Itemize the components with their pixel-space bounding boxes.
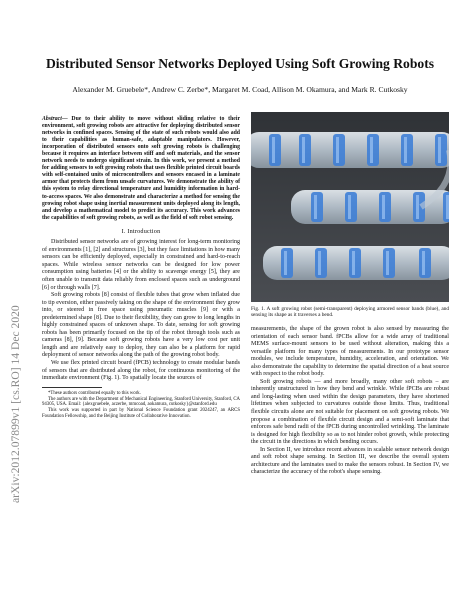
intro-paragraph-3: We use flex printed circuit board (fPCB) technology to create modular bands of sensors that are distributed along the robot, for continuous monitoring of the immediate environment (Fig. 1). To spatially locate the sources of — [42, 360, 240, 382]
sensor-band-highlight — [318, 251, 321, 275]
intro-paragraph-2: Soft growing robots [8] consist of flexible tubes that grow when inflated due to tip eversion, either passively taking on the shape of the environment they grow into, or steered in free space using pneumatic muscles [9] or with a predetermined shape [8]. Due to their flexibility, they can grow to long lengths in highly constrained spaces of unknown shape. To date, sensing for soft growing robots has been primarily focused on the tip of the robot through tools such as cameras [8], [9]. Because soft growing robots have a very low cost per unit length and are relatively easy to deploy, they can also be a platform for rapid deployment of sensor networks along the path of the growing robot body. — [42, 292, 240, 359]
right-column — [251, 326, 449, 477]
sensor-band-highlight — [314, 195, 317, 219]
footnote-equal-contribution: *These authors contributed equally to this work. — [48, 390, 141, 396]
right-paragraph-3: In Section II, we introduce recent advances in scalable sensor network design and soft robot shape sensing. In Section III, we describe the overall system architecture and the laminates used to make the sensors robust. In Section IV, we characterize the accuracy of the robot's shape sensing. — [251, 446, 449, 476]
sensor-band-highlight — [422, 251, 425, 275]
sensor-band-highlight — [272, 137, 275, 163]
footnote-rule — [42, 387, 102, 388]
arxiv-stamp-text: arXiv:2012.07899v1 [cs.RO] 14 Dec 2020 — [9, 305, 22, 503]
author-list: Alexander M. Gruebele*, Andrew C. Zerbe*, Margaret M. Coad, Allison M. Okamura, and Mark R. Cutkosky — [72, 85, 408, 94]
right-paragraph-1: measurements, the shape of the grown robot is also sensed by measuring the orientation of each sensor band. fPCBs allow for a wide array of traditional MEMS surface-mount sensors to be used without alteration, making this a versatile platform for many types of measurements. In our prototype sensor modules, we include temperature, humidity, acceleration, and orientation. We also demonstrate the capability to determine the spatial direction of a heat source with respect to the robot body. — [251, 326, 449, 378]
abstract — [42, 116, 240, 222]
figure-1-photo — [251, 112, 449, 302]
paper-title: Distributed Sensor Networks Deployed Using Soft Growing Robots — [45, 56, 435, 71]
sensor-band-highlight — [416, 195, 419, 219]
abstract-text: — Due to their ability to move without sliding relative to their environment, soft growing robots are attractive for deploying distributed sensor networks in confined spaces. Sensing of the state of such robots would also add to their capabilities as human-safe, adaptable manipulators. However, incorporation of distributed sensors onto soft growing robots is challenging because it requires an interface between stiff and soft materials, and the sensor network needs to undergo significant strain. In this work, we present a method for adding sensors to soft growing robots that uses flexible printed circuit boards with self-contained units of microcontrollers and sensors encased in a laminate armor that protects them from unsafe curvatures. We demonstrate the ability of this system to relay directional temperature and humidity information in hard-to-access spaces. We also demonstrate and characterize a method for sensing the growing robot shape using inertial measurement units deployed along its length, and develop a mathematical model to predict its accuracy. This work advances the capabilities of soft growing robots, as well as the field of soft robot sensing. — [42, 116, 240, 221]
sensor-band-highlight — [284, 251, 287, 275]
sensor-band-highlight — [386, 251, 389, 275]
sensor-band-highlight — [382, 195, 385, 219]
sensor-band-highlight — [336, 137, 339, 163]
section-heading-introduction: I. Introduction — [121, 227, 161, 235]
sensor-band-highlight — [352, 251, 355, 275]
sensor-band-highlight — [404, 137, 407, 163]
arxiv-side-stamp — [6, 165, 24, 505]
intro-paragraph-1: Distributed sensor networks are of growing interest for long-term monitoring of environments [1], [2] and structures [3], but they face limitations in how many sensors can be efficiently deployed, especially in constrained and hard-to-reach spaces. While wireless sensor networks can be designed for low power consumption using batteries [4] or the ability to scavenge energy [5], they are often unable to transmit data reliably from enclosed spaces such as underground [6] or through walls [7]. — [42, 239, 240, 291]
sensor-band-highlight — [446, 195, 449, 219]
sensor-band-highlight — [438, 137, 441, 163]
sensor-band-highlight — [302, 137, 305, 163]
right-paragraph-2: Soft growing robots — and more broadly, many other soft robots – are inherently unstructured in how they bend and wrinkle. While fPCBs are robust and long-lasting when used within the design parameters, they have shortened lifetimes when subjected to curvatures outside those limits. Thus, traditional flexible circuits alone are not suitable for placement on soft growing robots. We propose a combination of flexible circuit design and a semi-soft laminate that enforces safe bend radii of the fPCB during uncontrolled wrinkling. The laminate is designed for high flexibility so as to not hinder robot growth, while protecting the circuit in the directions in which bending occurs. — [251, 378, 449, 446]
left-column — [42, 116, 240, 420]
sensor-band-highlight — [348, 195, 351, 219]
figure-1-caption: Fig. 1. A soft growing robot (semi-transparent) deploying armored sensor bands (blue), and sensing its shape as it traverses a bend. — [251, 306, 449, 319]
abstract-label: Abstract — [42, 116, 62, 122]
footnote-funding: This work was supported in part by National Science Foundation grant 2024247, an ARCS Foundation Fellowship, and the Beijing Institute of Collaborative Innovation. — [42, 408, 240, 420]
footnote-affiliation: The authors are with the Department of Mechanical Engineering, Stanford University, Stanford, CA 94305, USA. Email: {alexgruebele, aczerbe, mmcoad, aokamura, cutkosky}@stanford.edu — [42, 396, 240, 408]
sensor-band-highlight — [370, 137, 373, 163]
